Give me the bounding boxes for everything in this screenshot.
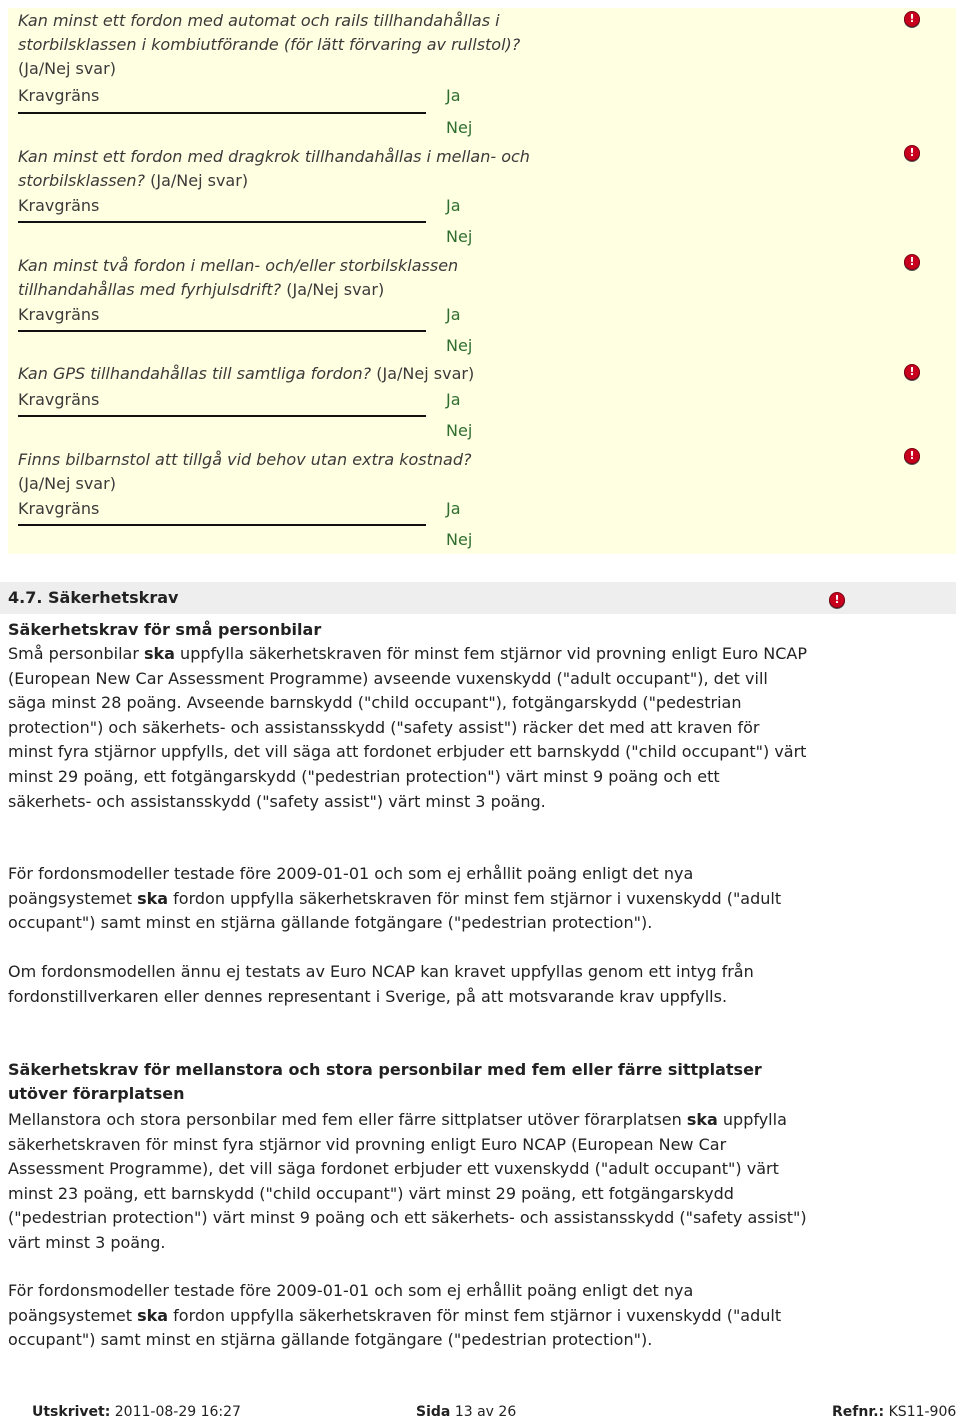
question-3 — [18, 254, 578, 302]
requirement-label-1: Kravgräns — [18, 86, 100, 105]
option-no-3[interactable]: Nej — [446, 336, 473, 355]
option-yes-4[interactable]: Ja — [446, 390, 461, 409]
question-1 — [18, 9, 578, 81]
small-cars-paragraph-1: Små personbilar ska uppfylla säkerhetskraven för minst fem stjärnor vid provning enligt Euro NCAP (European New Car Assessment Programme) avseende vuxenskydd ("adult occupant"), det vill säga minst 28 poäng. Avseende barnskydd ("child occupant"), fotgängarskydd ("pedestrian protection") och säkerhets- och assistansskydd ("safety assist") räcker det med att kraven för minst fyra stjärnor uppfylls, det vill säga att fordonet erbjuder ett barnskydd ("child occupant") värt minst 29 poäng, ett fotgängarskydd ("pedestrian protection") värt minst 9 poäng och ett säkerhets- och assistansskydd ("safety assist") värt minst 3 poäng. — [8, 644, 807, 811]
question-5 — [18, 448, 578, 496]
requirement-label-3: Kravgräns — [18, 305, 100, 324]
small-cars-paragraph-2: För fordonsmodeller testade före 2009-01-01 och som ej erhållit poäng enligt det nya poängsystemet ska fordon uppfylla säkerhetskraven för minst fem stjärnor i vuxenskydd ("adult occupant") samt minst en stjärna gällande fotgängare ("pedestrian protection"). — [8, 864, 782, 933]
requirement-label-4: Kravgräns — [18, 390, 100, 409]
small-cars-paragraph-3: Om fordonsmodellen ännu ej testats av Euro NCAP kan kravet uppfyllas genom ett intyg från fordonstillverkaren eller dennes representant i Sverige, på att motsvarande krav uppfylls. — [8, 962, 754, 1006]
requirement-line-3 — [18, 330, 426, 332]
question-2-hint: (Ja/Nej svar) — [150, 171, 249, 190]
question-2-text: Kan minst ett fordon med dragkrok tillhandahållas i mellan- och — [18, 147, 530, 166]
question-1-hint: (Ja/Nej svar) — [18, 59, 116, 78]
option-no-1[interactable]: Nej — [446, 118, 473, 137]
question-1-text-2: storbilsklassen i kombiutförande (för lätt förvaring av rullstol)? — [18, 35, 521, 54]
requirement-label-5: Kravgräns — [18, 499, 100, 518]
option-no-4[interactable]: Nej — [446, 421, 473, 440]
requirement-line-4 — [18, 415, 426, 417]
section-title: 4.7. Säkerhetskrav — [8, 588, 179, 607]
large-cars-paragraph-1: Mellanstora och stora personbilar med fem eller färre sittplatser utöver förarplatsen ska uppfylla säkerhetskraven för minst fyra stjärnor vid provning enligt Euro NCAP (European New Car Assessment Programme), det vill säga fordonet erbjuder ett vuxenskydd ("adult occupant") värt minst 23 poäng, ett barnskydd ("child occupant") värt minst 29 poäng, ett fotgängarskydd ("pedestrian protection") värt minst 9 poäng och ett säkerhets- och assistansskydd ("safety assist") värt minst 3 poäng. — [8, 1110, 807, 1252]
warning-icon: ! — [904, 448, 920, 464]
footer-ref: Refnr.: KS11-906 — [832, 1404, 957, 1420]
option-no-2[interactable]: Nej — [446, 227, 473, 246]
question-2-text-2: storbilsklassen? — [18, 171, 146, 190]
question-2 — [18, 145, 578, 193]
question-4-hint: (Ja/Nej svar) — [376, 364, 475, 383]
footer-printed: Utskrivet: 2011-08-29 16:27 — [32, 1404, 241, 1420]
warning-icon: ! — [829, 592, 845, 608]
option-yes-1[interactable]: Ja — [446, 86, 461, 105]
question-3-text-2: tillhandahållas med fyrhjulsdrift? — [18, 280, 282, 299]
requirement-line-5 — [18, 524, 426, 526]
warning-icon: ! — [904, 11, 920, 27]
large-cars-paragraph-2: För fordonsmodeller testade före 2009-01-01 och som ej erhållit poäng enligt det nya poängsystemet ska fordon uppfylla säkerhetskraven för minst fem stjärnor i vuxenskydd ("adult occupant") samt minst en stjärna gällande fotgängare ("pedestrian protection"). — [8, 1281, 782, 1350]
requirement-line-1 — [18, 112, 426, 114]
option-yes-5[interactable]: Ja — [446, 499, 461, 518]
requirement-line-2 — [18, 221, 426, 223]
small-cars-heading: Säkerhetskrav för små personbilar — [8, 620, 322, 639]
question-5-hint: (Ja/Nej svar) — [18, 474, 116, 493]
question-3-hint: (Ja/Nej svar) — [286, 280, 385, 299]
footer-page: Sida 13 av 26 — [416, 1404, 517, 1420]
warning-icon: ! — [904, 364, 920, 380]
option-yes-3[interactable]: Ja — [446, 305, 461, 324]
question-1-text: Kan minst ett fordon med automat och rails tillhandahållas i — [18, 11, 500, 30]
question-5-text: Finns bilbarnstol att tillgå vid behov utan extra kostnad? — [18, 450, 472, 469]
question-3-text: Kan minst två fordon i mellan- och/eller storbilsklassen — [18, 256, 459, 275]
warning-icon: ! — [904, 145, 920, 161]
question-4-text: Kan GPS tillhandahållas till samtliga fordon? — [18, 364, 372, 383]
option-no-5[interactable]: Nej — [446, 530, 473, 549]
option-yes-2[interactable]: Ja — [446, 196, 461, 215]
warning-icon: ! — [904, 254, 920, 270]
large-cars-heading: Säkerhetskrav för mellanstora och stora personbilar med fem eller färre sittplatser utöver förarplatsen — [8, 1060, 762, 1103]
requirement-label-2: Kravgräns — [18, 196, 100, 215]
question-4 — [18, 362, 578, 386]
